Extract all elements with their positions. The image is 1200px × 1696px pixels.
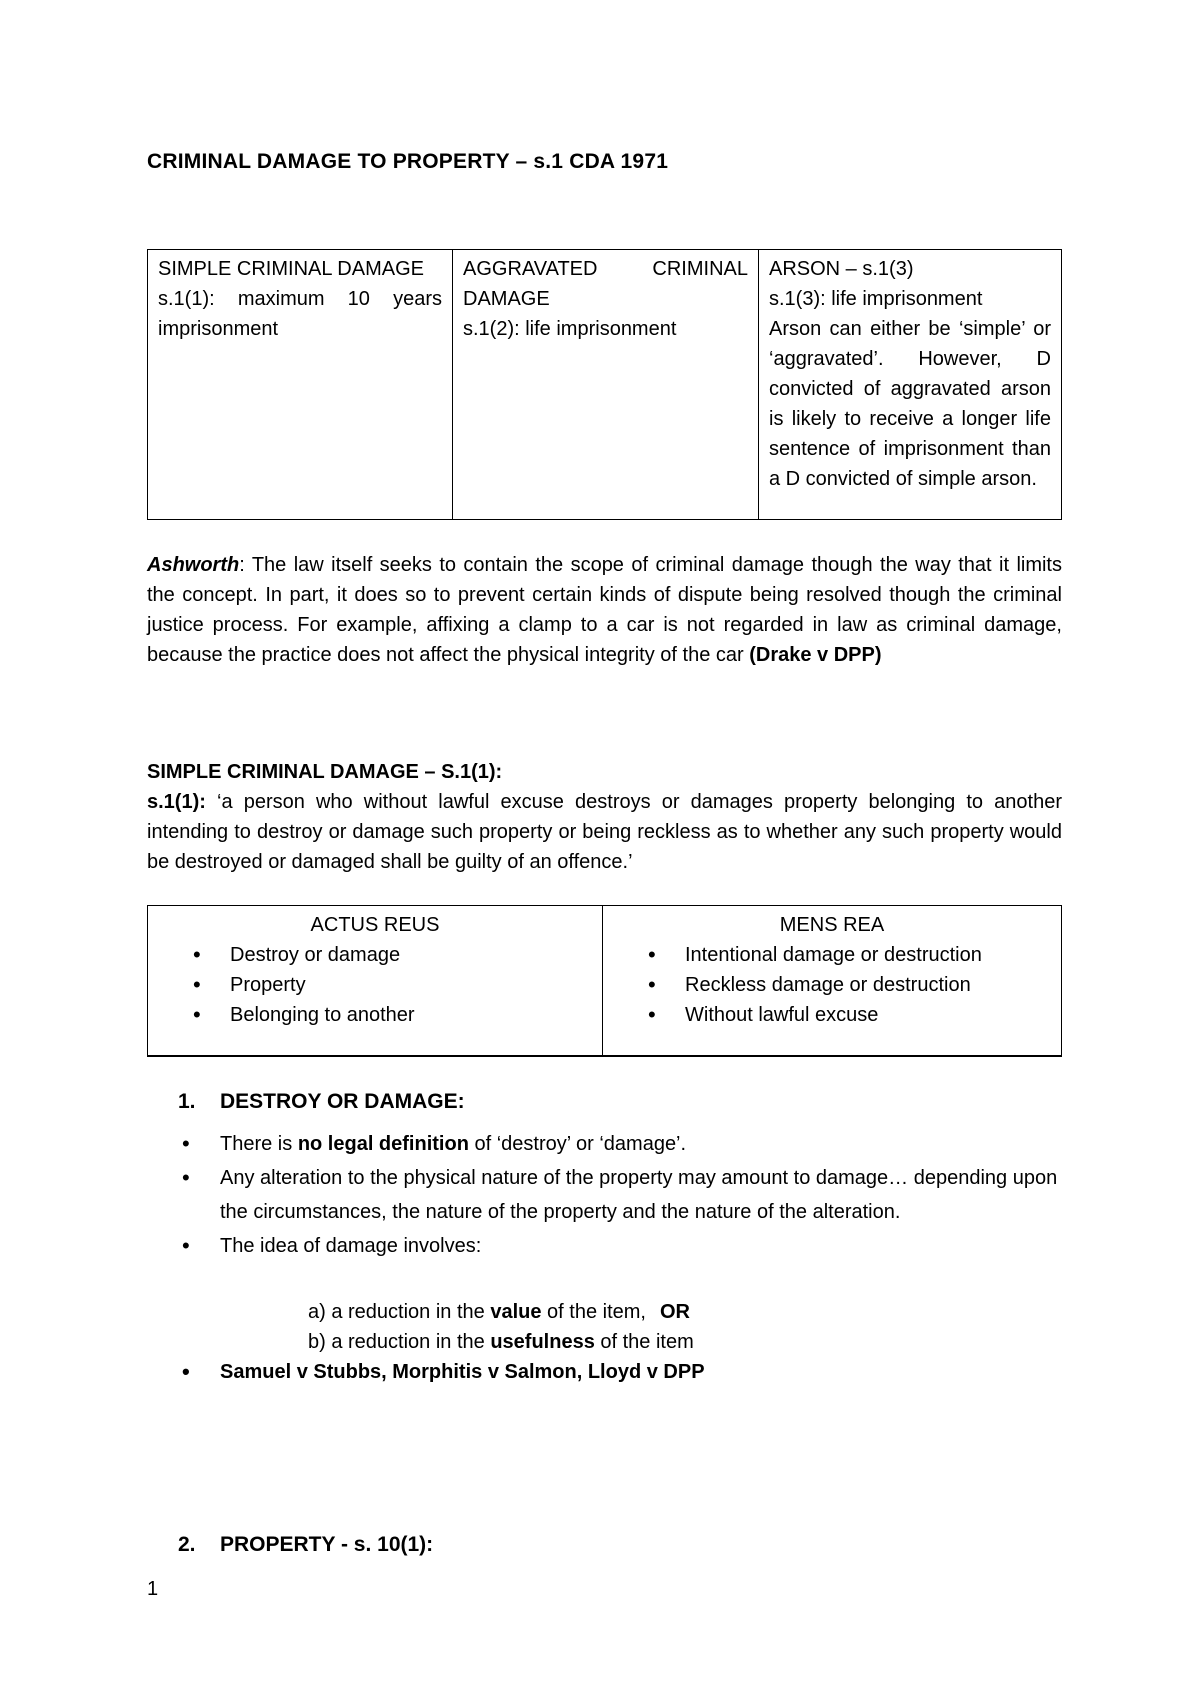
statutory-definition [147,787,1062,877]
usefulness-term: usefulness [490,1331,595,1353]
simple-damage-sentence: s.1(1): maximum 10 years [158,288,442,310]
mens-rea-list [603,940,1061,1030]
list-item: • Property [148,970,602,1000]
no-legal-definition: no legal definition [297,1133,469,1155]
section-1-bullets [178,1127,1068,1263]
actus-reus-list [148,940,602,1030]
arson-sentence: s.1(3): life imprisonment [769,288,983,310]
section-2-title: PROPERTY - s. 10(1): [220,1533,434,1556]
list-item: • Belonging to another [148,1000,602,1030]
aggravated-damage-sentence: s.1(2): life imprisonment [463,318,677,340]
drake-case: (Drake v DPP) [749,644,882,666]
simple-damage-section-heading: SIMPLE CRIMINAL DAMAGE – S.1(1): [147,761,503,783]
value-term: value [490,1301,542,1323]
list-item: • Reckless damage or destruction [603,970,1061,1000]
or-connector: OR [660,1301,690,1323]
bullet-cases: • Samuel v Stubbs, Morphitis v Salmon, Lloyd v DPP [178,1355,1068,1389]
sub-item-b: b) a reduction in the usefulness of the item [308,1331,694,1353]
section-1-heading [178,1090,465,1114]
section-2-heading [178,1533,433,1557]
page-number: 1 [147,1578,159,1600]
offence-types-table [147,249,1062,520]
elements-table [147,905,1062,1057]
aggravated-damage-cell [453,250,759,519]
ashworth-text: : The law itself seeks to contain the scope of criminal damage though the way that it limits the concept. In part, it does so to prevent certain kinds of dispute being resolved though the criminal justice process. For example, affixing a clamp to a car is not regarded in law as criminal damage, because the practice does not affect the physical integrity of the car [147,554,1062,666]
list-item: • Without lawful excuse [603,1000,1061,1030]
bullet-no-definition: • There is no legal definition of ‘destroy’ or ‘damage’. [178,1127,1068,1161]
aggravated-damage-heading: AGGRAVATED CRIMINAL [463,258,748,280]
mens-rea-column [603,906,1061,1055]
simple-damage-sentence-cont: imprisonment [158,318,279,340]
ashworth-paragraph [147,550,1062,670]
mens-rea-heading: MENS REA [779,914,885,936]
arson-heading: ARSON – s.1(3) [769,258,914,280]
aggravated-damage-heading-cont: DAMAGE [463,288,550,310]
arson-explanation: Arson can either be ‘simple’ or ‘aggravated’. However, D convicted of aggravated arson is likely to receive a longer life sentence of imprisonment than a D convicted of simple arson. [769,318,1051,490]
simple-damage-heading: SIMPLE CRIMINAL DAMAGE [158,258,424,280]
section-1-title: DESTROY OR DAMAGE: [220,1090,465,1113]
section-2-number: 2. [178,1533,196,1556]
actus-reus-heading: ACTUS REUS [310,914,440,936]
list-item: • Intentional damage or destruction [603,940,1061,970]
simple-damage-cell [148,250,453,519]
actus-reus-column [148,906,603,1055]
section-1-number: 1. [178,1090,196,1113]
section-1-cases [178,1355,1068,1389]
bullet-alteration: • Any alteration to the physical nature of the property may amount to damage… depending upon the circumstances, the nature of the property and the nature of the alteration. [178,1161,1068,1229]
arson-cell [759,250,1061,519]
list-item: • Destroy or damage [148,940,602,970]
statute-text: ‘a person who without lawful excuse destroys or damages property belonging to another intending to destroy or damage such property or being reckless as to whether any such property would be destroyed or damaged shall be guilty of an offence.’ [147,791,1062,873]
document-title: CRIMINAL DAMAGE TO PROPERTY – s.1 CDA 1971 [147,150,669,173]
statute-label: s.1(1): [147,791,206,813]
ashworth-label: Ashworth [147,554,240,576]
sub-item-a: a) a reduction in the value of the item, OR [308,1301,690,1323]
bullet-idea-of-damage: • The idea of damage involves: [178,1229,1068,1263]
